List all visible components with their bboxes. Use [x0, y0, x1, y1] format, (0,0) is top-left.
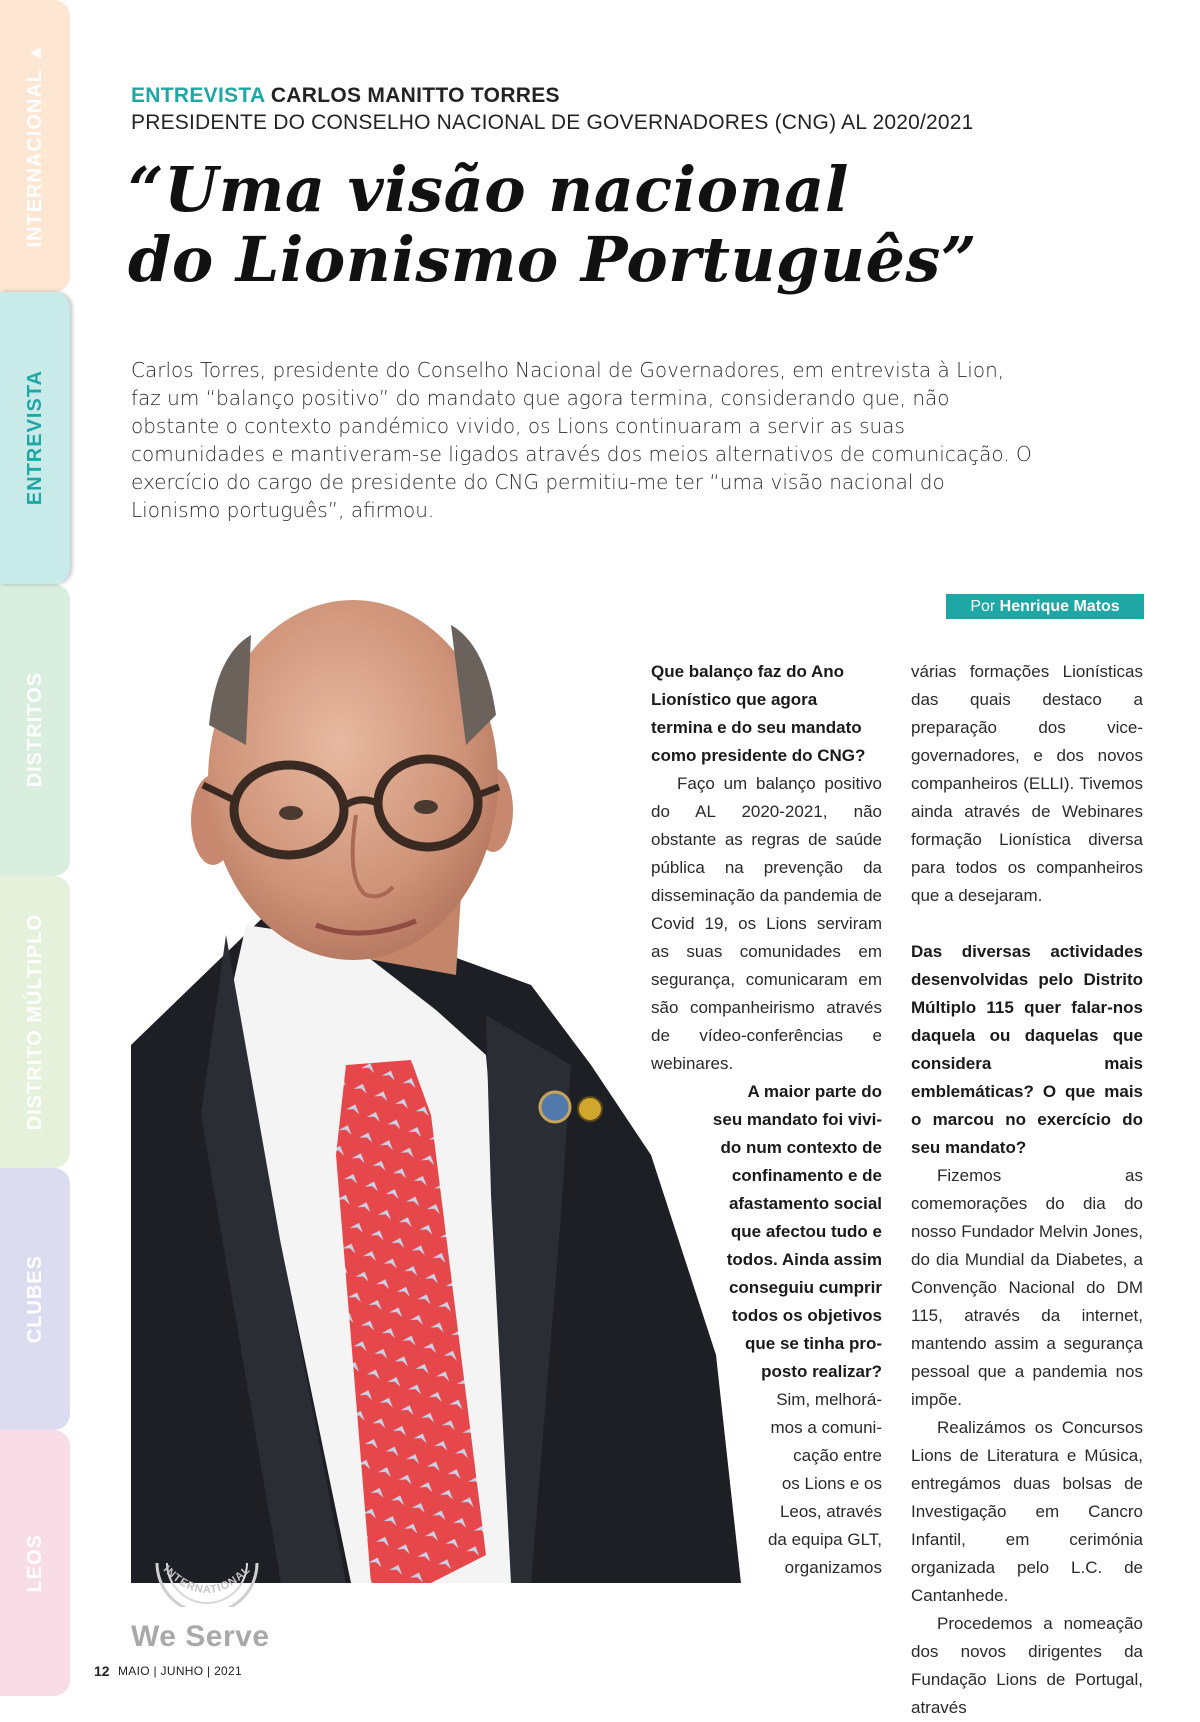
- question-1: Que balanço faz do Ano Lionístico que agora termina e do seu mandato como presidente do CNG?: [651, 662, 866, 765]
- answer-2-line: cação entre: [793, 1446, 882, 1465]
- motto: We Serve: [131, 1620, 270, 1653]
- answer-3-paragraph: Fizemos as comemorações do dia do nosso Fundador Melvin Jones, do dia Mundial da Diabetes, a Convenção Nacional do DM 115, através da internet, mantendo assim a segurança pessoal que a pandemia nos impõe.: [911, 1166, 1143, 1409]
- tab-label: INTERNACIONAL▶: [23, 44, 46, 248]
- issue-date: MAIO | JUNHO | 2021: [118, 1664, 242, 1678]
- page-number: 12: [94, 1663, 110, 1679]
- interviewee-role: PRESIDENTE DO CONSELHO NACIONAL DE GOVERNADORES (CNG) AL 2020/2021: [131, 111, 974, 134]
- question-2-line: que se tinha pro-: [745, 1334, 882, 1353]
- answer-2-line: organizamos: [784, 1558, 882, 1577]
- tab-clubes[interactable]: [0, 1168, 70, 1430]
- headline-line: “Uma visão nacional: [128, 153, 849, 226]
- tab-label: LEOS: [23, 1533, 46, 1593]
- question-2-line: seu mandato foi vivi-: [712, 1110, 882, 1129]
- kicker-section: ENTREVISTA: [131, 84, 265, 107]
- tab-entrevista[interactable]: [0, 292, 70, 584]
- answer-2-line: da equipa GLT,: [767, 1530, 882, 1549]
- answer-2-line: mos a comuni-: [770, 1418, 882, 1437]
- question-3: Das diversas actividades desenvolvidas pelo Distrito Múltiplo 115 quer falar-nos daquela ou daquelas que considera mais emblemáticas? O que mais o marcou no exercício do seu mandato?: [911, 942, 1143, 1157]
- question-2-line: todos os objetivos: [731, 1306, 882, 1325]
- page-title: [128, 155, 977, 295]
- tab-label: ENTREVISTA: [23, 370, 46, 506]
- question-2-line: do num contexto de: [720, 1138, 882, 1157]
- question-2-line: conseguiu cumprir: [728, 1278, 882, 1297]
- tab-label: DISTRITOS: [23, 672, 46, 788]
- kicker: [131, 84, 560, 108]
- tab-label: DISTRITO MÚLTIPLO: [23, 913, 46, 1131]
- question-2-line: confinamento e de: [731, 1166, 882, 1185]
- answer-2-continued: várias formações Lionísticas das quais destaco a preparação dos vice-governadores, e dos novos companheiros (ELLI). Tivemos ainda através de Webinares formação Lionística diversa para todos os companheiros que a desejaram.: [911, 662, 1143, 905]
- lead-paragraph: Carlos Torres, presidente do Conselho Nacional de Governadores, em entrevista à Lion, faz um “balanço positivo” do mandato que agora termina, considerando que, não obstante o contexto pandémico vivido, os Lions continuaram a servir as suas comunidades e mantiveram-se ligados através dos meios alternativos de comunicação. O exercício do cargo de presidente do CNG permitiu-me ter “uma visão nacional do Lionismo português”, afirmou.: [131, 358, 1032, 522]
- tab-internacional[interactable]: [0, 0, 70, 292]
- tab-label: CLUBES: [23, 1254, 46, 1344]
- byline-author: Henrique Matos: [999, 598, 1120, 615]
- question-2-line: posto realizar?: [761, 1362, 882, 1381]
- tab-leos[interactable]: [0, 1430, 70, 1696]
- question-2-block: [651, 1078, 882, 1582]
- answer-1: Faço um balanço positivo do AL 2020-2021, não obstante as regras de saúde pública na prevenção da disseminação da pandemia de Covid 19, os Lions serviram as suas comunidades em segurança, comunicaram em são companheirismo através de vídeo-conferências e webinares.: [651, 774, 882, 1073]
- question-2-line: que afectou tudo e: [730, 1222, 882, 1241]
- column-2: [911, 658, 1143, 1722]
- arrow-icon: ▶: [26, 44, 42, 61]
- column-1: [651, 658, 882, 1078]
- answer-3-paragraph: Realizámos os Concursos Lions de Literatura e Música, entregámos duas bolsas de Investigação em Cancro Infantil, em cerimónia organizada pelo L.C. de Cantanhede.: [911, 1418, 1143, 1605]
- question-2-line: A maior parte do: [747, 1082, 882, 1101]
- lions-international-seal: [152, 1563, 262, 1607]
- tab-distritos[interactable]: [0, 584, 70, 876]
- answer-3-paragraph: Procedemos a nomeação dos novos dirigentes da Fundação Lions de Portugal, através: [911, 1614, 1143, 1717]
- tab-distrito-multiplo[interactable]: [0, 876, 70, 1168]
- kicker-name: CARLOS MANITTO TORRES: [270, 84, 560, 107]
- answer-2-line: Sim, melhorá-: [776, 1390, 882, 1409]
- byline-prefix: Por: [970, 598, 996, 615]
- byline: [946, 594, 1144, 619]
- question-2-line: afastamento social: [728, 1194, 882, 1213]
- headline-line: do Lionismo Português”: [128, 223, 977, 296]
- section-tabs: [0, 0, 72, 1696]
- answer-2-line: Leos, através: [779, 1502, 882, 1521]
- question-2-line: todos. Ainda assim: [726, 1250, 882, 1269]
- answer-2-line: os Lions e os: [781, 1474, 882, 1493]
- svg-text:INTERNATIONAL: INTERNATIONAL: [160, 1563, 254, 1596]
